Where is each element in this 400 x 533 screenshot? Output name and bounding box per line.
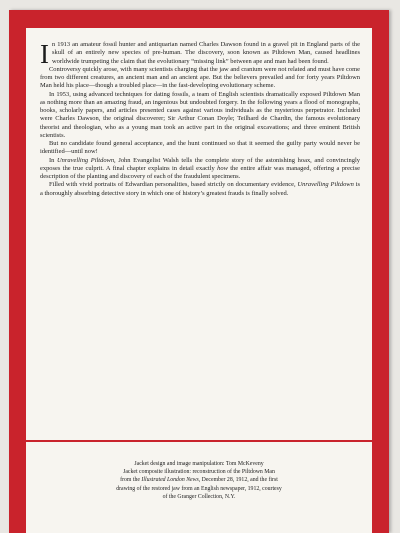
credit-line-3-b: , December 28, 1912, and the first xyxy=(198,477,278,484)
book-title-italic: Unravelling Piltdown xyxy=(57,156,115,164)
credit-line-3-a: from the xyxy=(120,477,142,484)
paragraph-6-text-b: is a thoroughly absorbing detective story in which one of history’s greatest frauds is finally solved. xyxy=(40,181,361,197)
paragraph-4: But no candidate found general acceptance, and the hunt continued so that it seemed the guilty party would never be identified—until now! xyxy=(40,140,360,156)
paragraph-1 xyxy=(40,39,360,69)
paragraph-6 xyxy=(40,181,360,198)
paragraph-5 xyxy=(40,157,360,182)
text-panel xyxy=(26,28,372,533)
paragraph-5-text-c: the entire affair was managed, offering a precise description of the planting and discovery of each of the fraudulent specimens. xyxy=(40,164,360,180)
drop-cap: I xyxy=(40,39,49,69)
jacket-credits xyxy=(46,460,352,501)
paragraph-1-text: n 1913 an amateur fossil hunter and antiquarian named Charles Dawson found in a gravel pit in England parts of the skull of an entirely new species of pre-human. The discovery, soon known as Piltdown Man, caused headlines worldwide trumpeting the claim that the evolutionary “missing link” between ape and man had been found. xyxy=(52,41,360,65)
publication-title-italic: Illustrated London News xyxy=(141,477,199,484)
red-divider xyxy=(26,440,372,442)
credit-line-3 xyxy=(46,476,352,484)
credit-line-4: drawing of the restored jaw from an English newspaper, 1912, courtesy xyxy=(116,485,282,492)
paragraph-5-text-b: , John Evangelist Walsh tells the complete story of the astonishing hoax, and convincingly exposes the true culprit. A final chapter explains in detail exactly xyxy=(40,156,360,172)
credit-line-5: of the Granger Collection, N.Y. xyxy=(162,493,236,500)
jacket-copy xyxy=(40,41,360,198)
credit-line-1: Jacket design and image manipulation: Tom McKeveny xyxy=(134,461,264,467)
book-title-italic: Unravelling Piltdown xyxy=(297,181,354,189)
paragraph-5-text-a: In xyxy=(49,156,58,164)
book-jacket-back xyxy=(9,10,389,533)
paragraph-6-text-a: Filled with vivid portraits of Edwardian personalities, based strictly on documentary evidence, xyxy=(49,181,298,189)
paragraph-3: In 1953, using advanced techniques for dating fossils, a team of English scientists dramatically exposed Piltdown Man as nothing more than an amazing fraud, an ingenious but undoubted forgery. In the following years a flood of monographs, books, scholarly papers, and articles presented cases against various individuals as the mysterious perpetrator. Included were Charles Dawson, the original discoverer; Sir Arthur Conan Doyle; Teilhard de Chardin, the famous evolutionary theorist and theologian, who as a young man took an active part in the original excavations; and three eminent British scientists. xyxy=(40,90,360,139)
paragraph-2: Controversy quickly arose, with many scientists charging that the jaw and cranium were not related and must have come from two different creatures, an ancient man and an ancient ape. But the believers prevailed and for forty years Piltdown Man held his place—though a troubled place—in the fast-developing evolutionary scheme. xyxy=(40,65,360,90)
emphasis-how: how xyxy=(217,164,228,172)
credit-line-2: Jacket composite illustration: reconstruction of the Piltdown Man xyxy=(123,469,275,476)
